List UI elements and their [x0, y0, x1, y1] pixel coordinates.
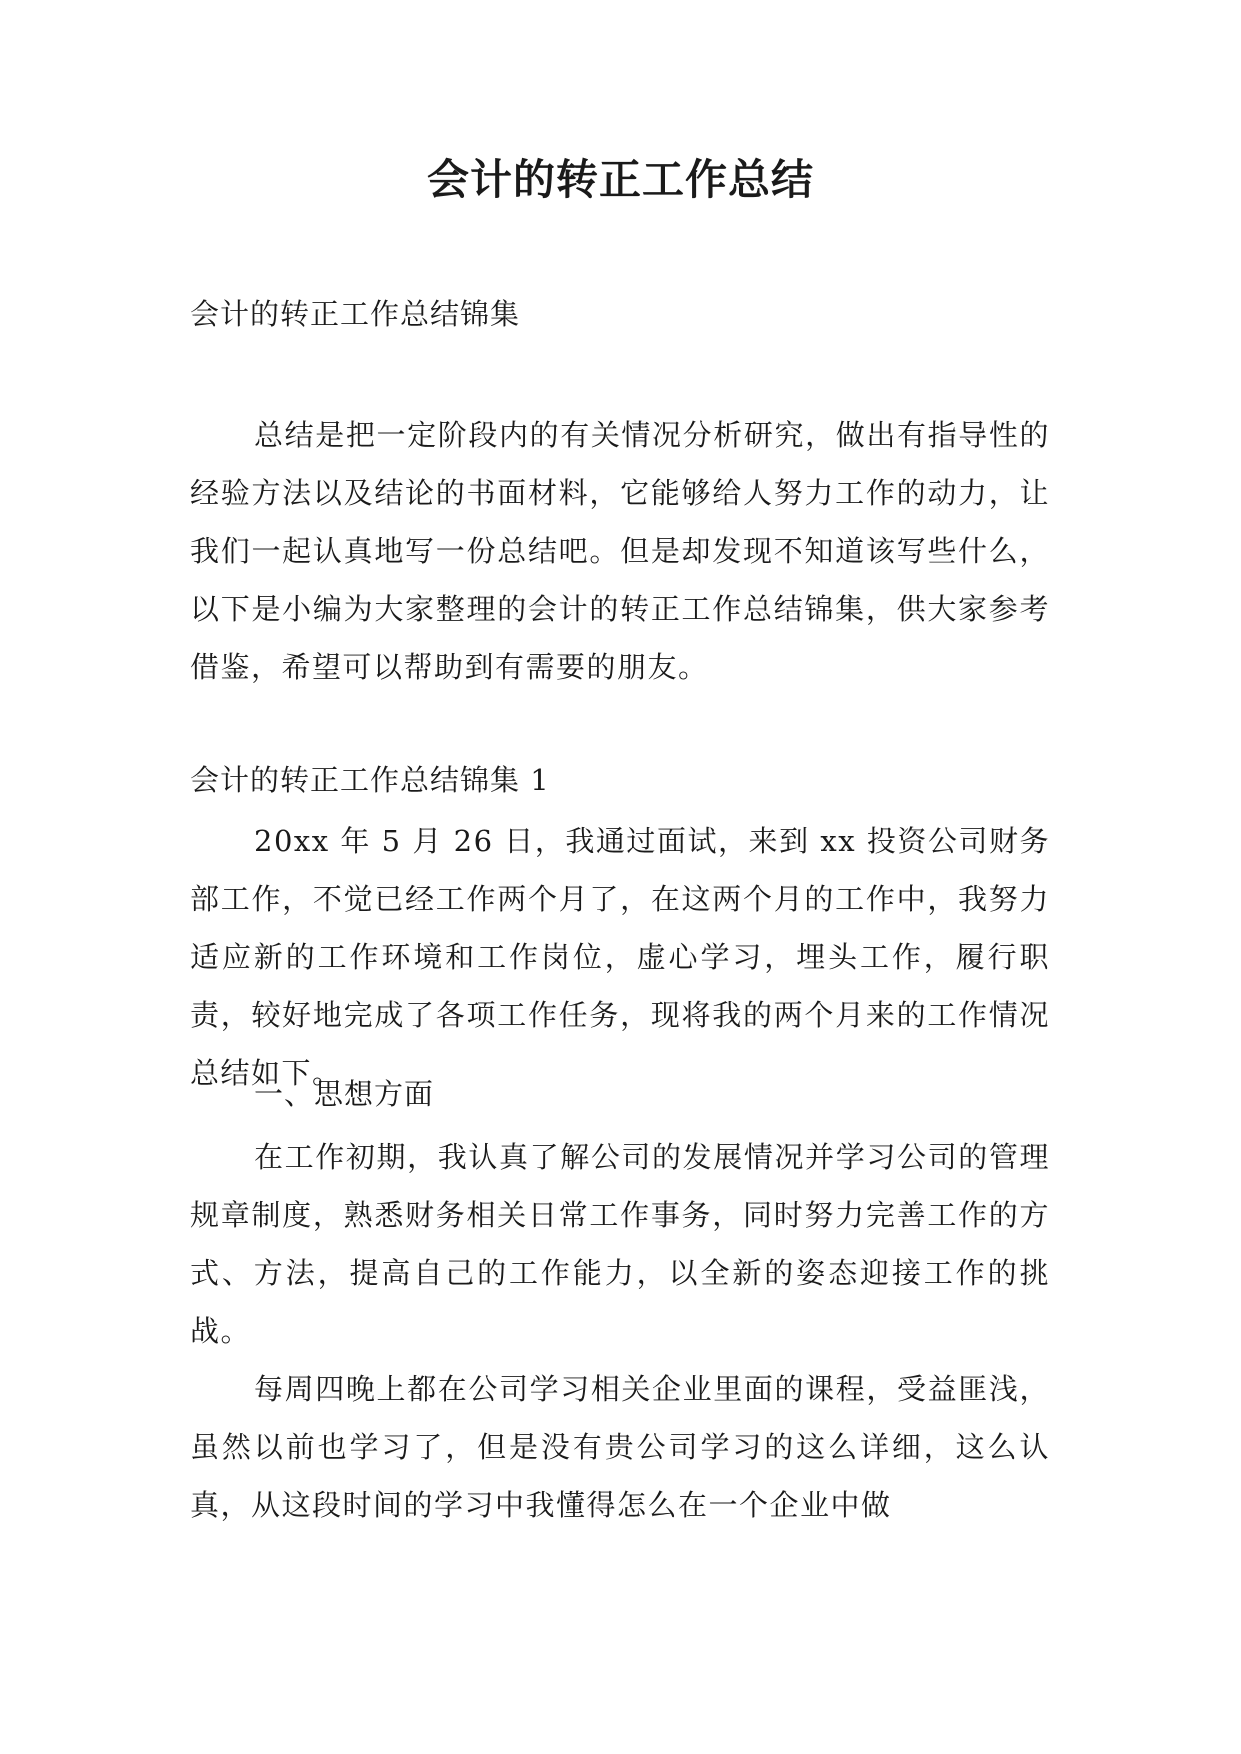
section-title: 会计的转正工作总结锦集 1 [190, 763, 550, 797]
body-paragraph-1: 20xx 年 5 月 26 日，我通过面试，来到 xx 投资公司财务部工作，不觉已经工作两个月了，在这两个月的工作中，我努力适应新的工作环境和工作岗位，虚心学习，埋头工作，履行职责，较好地完成了各项工作任务，现将我的两个月来的工作情况总结如下。 [190, 824, 1050, 1090]
body-paragraph-3: 每周四晚上都在公司学习相关企业里面的课程，受益匪浅，虽然以前也学习了，但是没有贵公司学习的这么详细，这么认真，从这段时间的学习中我懂得怎么在一个企业中做 [190, 1372, 1050, 1522]
intro-paragraph: 总结是把一定阶段内的有关情况分析研究，做出有指导性的经验方法以及结论的书面材料，它能够给人努力工作的动力，让我们一起认真地写一份总结吧。但是却发现不知道该写些什么，以下是小编为大家整理的会计的转正工作总结锦集，供大家参考借鉴，希望可以帮助到有需要的朋友。 [190, 418, 1050, 684]
document-title: 会计的转正工作总结 [426, 155, 814, 204]
subheading-thought: 一、思想方面 [254, 1077, 435, 1111]
document-subtitle: 会计的转正工作总结锦集 [190, 297, 521, 331]
body-paragraph-2: 在工作初期，我认真了解公司的发展情况并学习公司的管理规章制度，熟悉财务相关日常工作事务，同时努力完善工作的方式、方法，提高自己的工作能力，以全新的姿态迎接工作的挑战。 [190, 1140, 1050, 1348]
